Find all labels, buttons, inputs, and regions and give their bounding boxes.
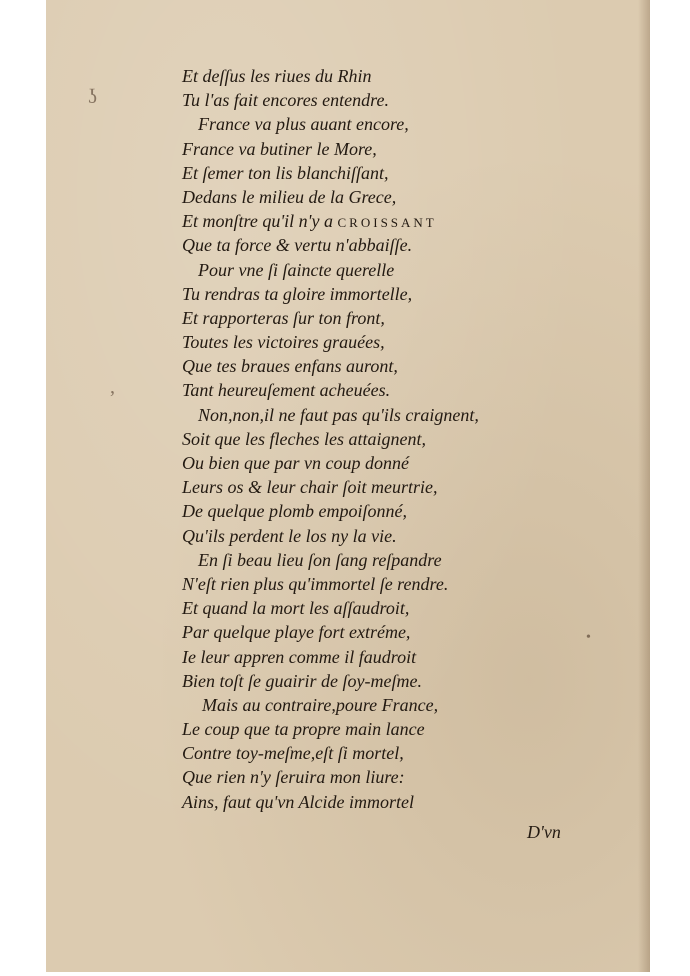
margin-mark-squiggle: ʖ — [88, 86, 97, 108]
verse-line: Tu rendras ta gloire immortelle, — [182, 283, 413, 304]
verse-line — [182, 209, 582, 233]
book-page — [46, 0, 650, 972]
verse-line: Et rapporteras ſur ton front, — [182, 307, 385, 328]
verse-line-text: Et monſtre qu'il n'y a — [182, 211, 334, 232]
verse-line: Pour vne ſi ſaincte querelle — [198, 259, 395, 280]
small-caps-word: CROISSANT — [337, 215, 437, 231]
verse-line: Et quand la mort les aſſaudroit, — [182, 598, 410, 619]
verse-line: Non,non,il ne faut pas qu'ils craignent, — [198, 404, 479, 425]
verse-line: France va butiner le More, — [182, 138, 377, 159]
verse-line: Toutes les victoires grauées, — [182, 332, 385, 353]
verse-line: Par quelque playe fort extréme, — [182, 622, 411, 643]
verse-line: Et ſemer ton lis blanchiſſant, — [182, 162, 389, 183]
margin-mark-comma: , — [110, 376, 115, 398]
verse-line: Ie leur appren comme il faudroit — [182, 646, 417, 667]
verse-line: Leurs os & leur chair ſoit meurtrie, — [182, 477, 438, 498]
catchword: D'vn — [527, 822, 561, 842]
verse-line: Qu'ils perdent le los ny la vie. — [182, 525, 397, 546]
verse-line: N'eſt rien plus qu'immortel ſe rendre. — [182, 573, 449, 594]
verse-line: Mais au contraire,poure France, — [202, 694, 439, 715]
verse-line: Que ta force & vertu n'abbaiſſe. — [182, 235, 413, 256]
verse-line: Soit que les fleches les attaignent, — [182, 428, 426, 449]
verse-line: Contre toy-meſme,eſt ſi mortel, — [182, 743, 404, 764]
verse-line: En ſi beau lieu ſon ſang reſpandre — [198, 549, 442, 570]
page-edge-shadow — [638, 0, 650, 972]
verse-line: Tant heureuſement acheuées. — [182, 380, 391, 401]
verse-line: Et deſſus les riues du Rhin — [182, 66, 372, 86]
poem-verse — [182, 64, 582, 814]
verse-line: Bien toſt ſe guairir de ſoy-meſme. — [182, 670, 422, 691]
verse-line: Le coup que ta propre main lance — [182, 719, 425, 740]
verse-line: France va plus auant encore, — [198, 114, 409, 135]
verse-line: Que tes braues enfans auront, — [182, 356, 398, 377]
margin-dot: • — [586, 630, 591, 645]
verse-line: Tu l'as fait encores entendre. — [182, 90, 389, 111]
verse-line: Ains, faut qu'vn Alcide immortel — [182, 791, 414, 812]
verse-line: Ou bien que par vn coup donné — [182, 453, 409, 473]
verse-line: Dedans le milieu de la Grece, — [182, 186, 397, 207]
verse-line: De quelque plomb empoiſonné, — [182, 501, 407, 522]
verse-line: Que rien n'y ſeruira mon liure: — [182, 767, 405, 788]
